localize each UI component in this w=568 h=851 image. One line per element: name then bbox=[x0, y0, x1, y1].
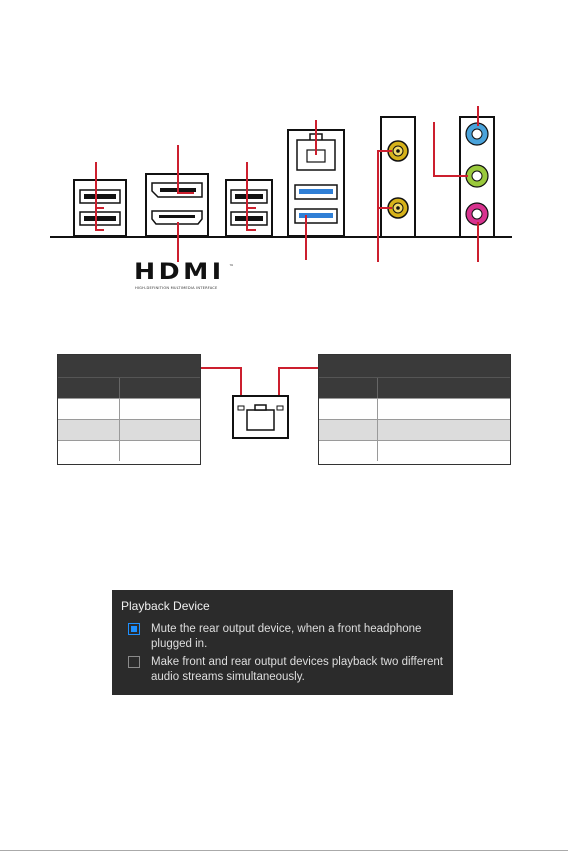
option-label: Mute the rear output device, when a front headphone plugged in. bbox=[151, 623, 422, 650]
option-label: Make front and rear output devices playback two different audio streams simultaneously. bbox=[151, 656, 443, 683]
lan-port-icon bbox=[233, 396, 288, 438]
panel-title: Playback Device bbox=[121, 599, 210, 613]
wifi-antenna-stack bbox=[381, 117, 415, 237]
hdmi-logo bbox=[134, 262, 234, 292]
lan-led-diagram bbox=[195, 360, 325, 450]
dual-streams-checkbox[interactable] bbox=[128, 656, 140, 668]
rear-io-diagram bbox=[0, 0, 568, 300]
link-led bbox=[238, 406, 244, 410]
table-row bbox=[58, 419, 200, 440]
speed-led bbox=[277, 406, 283, 410]
hdmi-logo-word: HDMI bbox=[134, 260, 225, 285]
table-row bbox=[319, 440, 510, 461]
led-table-header bbox=[58, 355, 200, 377]
table-row bbox=[58, 398, 200, 419]
lan-link-led-table bbox=[57, 354, 201, 465]
lan-speed-led-table bbox=[318, 354, 511, 465]
hdmi-logo-trademark: ™ bbox=[229, 264, 234, 270]
led-table-header bbox=[319, 355, 510, 377]
mute-rear-checkbox[interactable] bbox=[128, 623, 140, 635]
table-row bbox=[319, 419, 510, 440]
playback-device-panel bbox=[112, 590, 453, 695]
table-row bbox=[319, 398, 510, 419]
hdmi-logo-subtitle: HIGH-DEFINITION MULTIMEDIA INTERFACE bbox=[135, 286, 218, 290]
table-row bbox=[58, 440, 200, 461]
